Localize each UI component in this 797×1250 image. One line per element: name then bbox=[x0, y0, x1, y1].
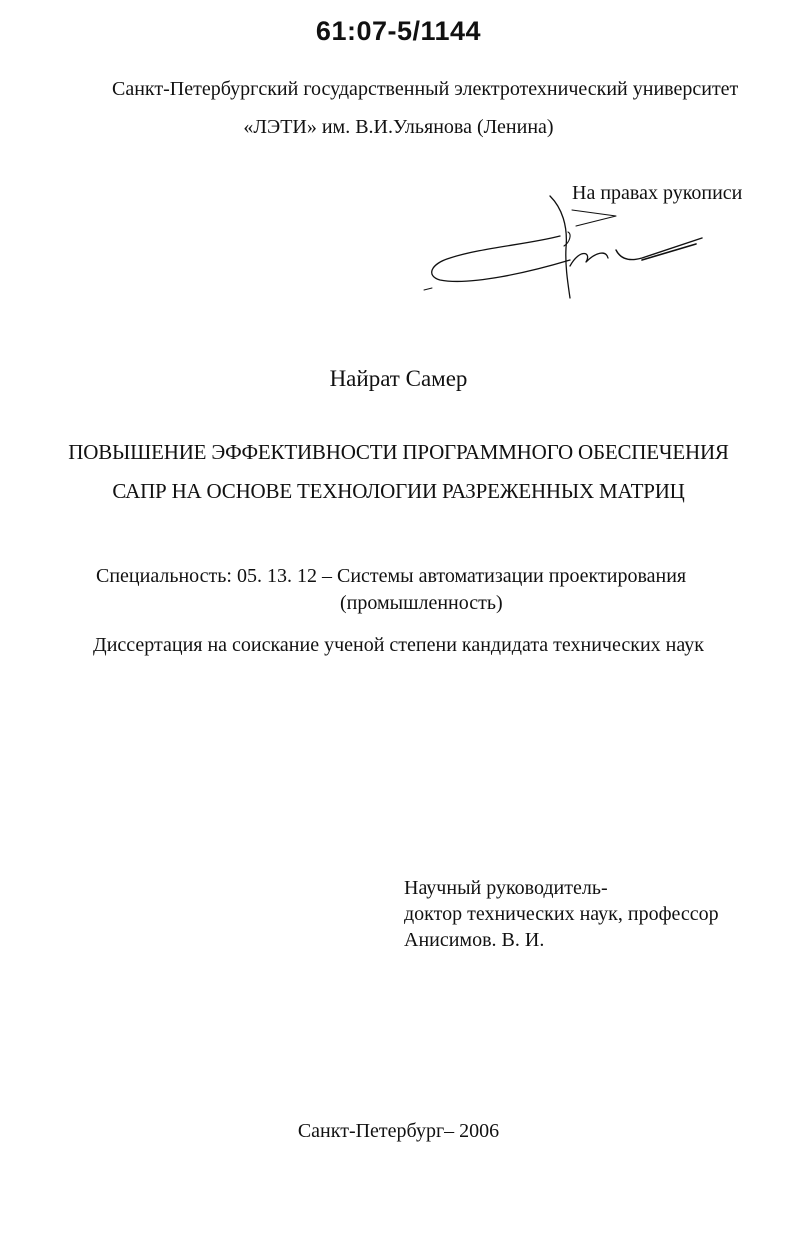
author-signature bbox=[420, 186, 720, 306]
university-name-line1: Санкт-Петербургский государственный электротехнический университет bbox=[112, 78, 739, 100]
thesis-title-line2: САПР НА ОСНОВЕ ТЕХНОЛОГИИ РАЗРЕЖЕННЫХ МАТРИЦ bbox=[112, 479, 685, 503]
supervisor-role: Научный руководитель- bbox=[404, 877, 608, 899]
specialty-line2: (промышленность) bbox=[340, 592, 503, 614]
supervisor-name: Анисимов. В. И. bbox=[404, 929, 545, 951]
supervisor-title: доктор технических наук, профессор bbox=[404, 903, 719, 925]
specialty-line1: Специальность: 05. 13. 12 – Системы автоматизации проектирования bbox=[96, 565, 687, 587]
degree-statement: Диссертация на соискание ученой степени кандидата технических наук bbox=[93, 634, 704, 656]
city-year: Санкт-Петербург– 2006 bbox=[297, 1120, 500, 1142]
author-name: Найрат Самер bbox=[329, 366, 468, 391]
university-name-line2: «ЛЭТИ» им. В.И.Ульянова (Ленина) bbox=[243, 116, 554, 138]
thesis-title-line1: ПОВЫШЕНИЕ ЭФФЕКТИВНОСТИ ПРОГРАММНОГО ОБЕСПЕЧЕНИЯ bbox=[68, 440, 729, 464]
manuscript-rights-note: На правах рукописи bbox=[572, 182, 743, 204]
archive-code: 61:07-5/1144 bbox=[315, 16, 482, 46]
